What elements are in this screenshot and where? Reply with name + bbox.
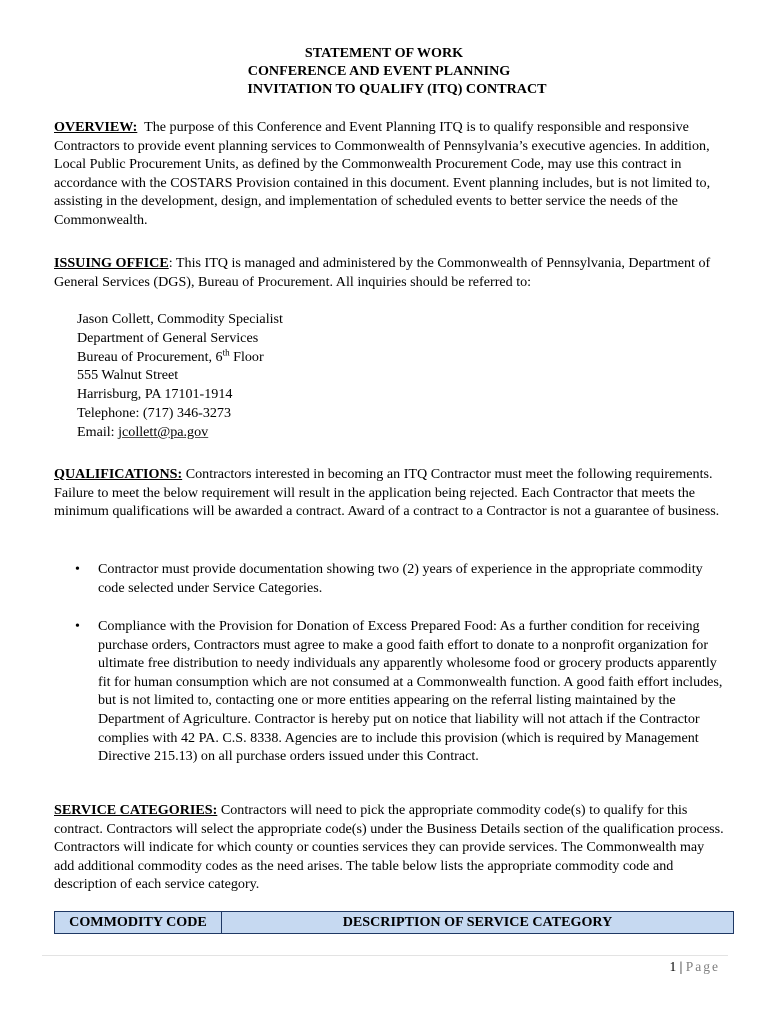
commodity-table-header <box>54 911 734 934</box>
service-categories-text: Contractors will need to pick the appropriate commodity code(s) to qualify for this contract. Contractors will select the appropriate code(s) under the Business Details section of the qualification process. Contractors will indicate for which county or counties services they can provide services. The Commonwealth may add additional commodity codes as the need arises. The table below lists the appropriate commodity code and description of each service category. <box>54 802 724 893</box>
service-categories-heading: SERVICE CATEGORIES: <box>54 802 218 818</box>
qualifications-text: Contractors interested in becoming an ITQ Contractor must meet the following requirements. Failure to meet the below requirement will result in the application being rejected. Each Contractor that meets the minimum qualifications will be awarded a contract. Award of a contract to a Contractor is not a guarantee of business. <box>54 466 720 520</box>
title-line-1: STATEMENT OF WORK <box>304 45 464 61</box>
overview-section <box>54 118 724 230</box>
qualifications-section <box>54 465 724 521</box>
contact-department: Department of General Services <box>77 329 259 346</box>
contact-city: Harrisburg, PA 17101-1914 <box>77 386 233 403</box>
contact-name: Jason Collett, Commodity Specialist <box>77 311 283 327</box>
table-header-description: DESCRIPTION OF SERVICE CATEGORY <box>342 914 613 930</box>
contact-email-link[interactable]: jcollett@pa.gov <box>118 423 209 440</box>
issuing-office-section <box>54 254 724 291</box>
bullet-icon: • <box>75 561 80 577</box>
bullet-text: Contractor must provide documentation showing two (2) years of experience in the appropriate commodity code selected under Service Categories. <box>98 561 703 596</box>
page-footer <box>670 958 720 977</box>
table-header-commodity-code: COMMODITY CODE <box>55 912 222 933</box>
contact-phone: Telephone: (717) 346-3273 <box>77 404 232 421</box>
issuing-office-heading: ISSUING OFFICE <box>54 255 169 271</box>
page-separator: | <box>676 959 686 974</box>
contact-street: 555 Walnut Street <box>77 367 179 384</box>
contact-address-block <box>77 310 283 442</box>
overview-heading: OVERVIEW: <box>54 119 138 135</box>
bullet-text: Compliance with the Provision for Donation of Excess Prepared Food: As a further condition for receiving purchase orders, Contractors must agree to make a good faith effort to donate to a nonprofit organization for ultimate free distribution to needy individuals any apparently wholesome food or grocery products apparently fit for human consumption which are not consumed at a Commonwealth function. A good faith effort includes, but is not limited to, contacting one or more entities appearing on the referral listing maintained by the Department of Agriculture. Contractor is hereby put on notice that liability will not attach if the Contractor complies with 42 PA. C.S. 8338. Agencies are to include this provision (which is required by Management Directive 215.13) on all purchase orders issued under this Contract. <box>98 618 723 765</box>
title-line-2: CONFERENCE AND EVENT PLANNING <box>247 63 511 79</box>
overview-text: The purpose of this Conference and Event Planning ITQ is to qualify responsible and responsive Contractors to provide event planning services to Commonwealth of Pennsylvania’s executive agencies. In addition, Local Public Procurement Units, as defined by the Commonwealth Procurement Code, may use this contract in accordance with the COSTARS Provision contained in this document. Event planning includes, but is not limited to, assisting in the development, design, and implementation of scheduled events to better service the needs of the Commonwealth. <box>54 119 711 228</box>
document-title <box>0 44 768 98</box>
issuing-office-text: : This ITQ is managed and administered by the Commonwealth of Pennsylvania, Department of General Services (DGS), Bureau of Procurement. All inquiries should be referred to: <box>54 255 711 290</box>
contact-email-row: Email: jcollett@pa.gov <box>77 423 209 440</box>
service-categories-section <box>54 801 724 894</box>
page-label: Page <box>685 959 720 974</box>
contact-bureau: Bureau of Procurement, 6th Floor <box>77 346 264 365</box>
title-line-3: INVITATION TO QUALIFY (ITQ) CONTRACT <box>247 81 547 97</box>
bullet-icon: • <box>75 618 80 634</box>
footer-divider <box>42 955 728 956</box>
qualifications-heading: QUALIFICATIONS: <box>54 466 183 482</box>
page-number: 1 <box>669 959 677 974</box>
